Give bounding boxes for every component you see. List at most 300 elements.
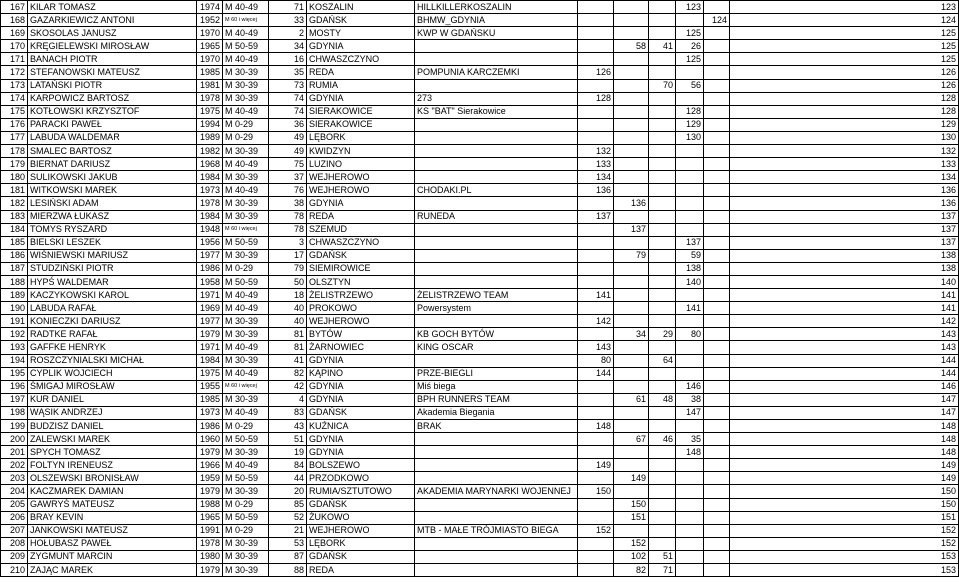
round-3-cell <box>649 92 676 105</box>
round-1-cell <box>578 14 614 27</box>
total-cell: 140 <box>730 275 959 288</box>
round-5-cell <box>704 537 730 550</box>
total-cell: 123 <box>730 1 959 14</box>
round-5-cell: 124 <box>704 14 730 27</box>
round-4-cell <box>676 315 704 328</box>
total-cell: 130 <box>730 131 959 144</box>
total-cell: 126 <box>730 66 959 79</box>
round-3-cell: 71 <box>649 564 676 577</box>
birth-year-cell: 1988 <box>197 498 223 511</box>
birth-year-cell: 1970 <box>197 27 223 40</box>
club-cell <box>415 131 578 144</box>
place-cell: 184 <box>1 223 28 236</box>
city-cell: BOLSZEWO <box>307 459 415 472</box>
round-5-cell <box>704 27 730 40</box>
table-row <box>1 406 959 419</box>
club-cell <box>415 354 578 367</box>
round-1-cell: 152 <box>578 524 614 537</box>
total-cell: 129 <box>730 118 959 131</box>
category-place-cell: 41 <box>269 354 307 367</box>
round-5-cell <box>704 197 730 210</box>
round-4-cell <box>676 197 704 210</box>
place-cell: 183 <box>1 210 28 223</box>
round-3-cell <box>649 197 676 210</box>
round-4-cell: 80 <box>676 328 704 341</box>
club-cell <box>415 145 578 158</box>
category-place-cell: 52 <box>269 511 307 524</box>
club-cell <box>415 511 578 524</box>
round-3-cell: 48 <box>649 393 676 406</box>
round-1-cell <box>578 472 614 485</box>
place-cell: 178 <box>1 145 28 158</box>
birth-year-cell: 1978 <box>197 92 223 105</box>
round-5-cell <box>704 354 730 367</box>
total-cell: 126 <box>730 79 959 92</box>
round-5-cell <box>704 184 730 197</box>
name-cell: WIŚNIEWSKI MARIUSZ <box>28 249 197 262</box>
category-cell: M 50-59 <box>223 472 269 485</box>
place-cell: 188 <box>1 275 28 288</box>
round-3-cell <box>649 485 676 498</box>
name-cell: SPYCH TOMASZ <box>28 446 197 459</box>
place-cell: 198 <box>1 406 28 419</box>
round-2-cell <box>614 485 649 498</box>
category-place-cell: 33 <box>269 14 307 27</box>
round-3-cell <box>649 275 676 288</box>
round-2-cell <box>614 406 649 419</box>
category-cell: M 30-39 <box>223 446 269 459</box>
club-cell: Akademia Biegania <box>415 406 578 419</box>
round-1-cell: 149 <box>578 459 614 472</box>
category-cell: M 0-29 <box>223 420 269 433</box>
round-4-cell: 123 <box>676 1 704 14</box>
total-cell: 148 <box>730 420 959 433</box>
table-row <box>1 498 959 511</box>
name-cell: KARPOWICZ BARTOSZ <box>28 92 197 105</box>
round-3-cell <box>649 184 676 197</box>
category-cell: M 60 i więcej <box>223 14 269 27</box>
name-cell: ŚMIGAJ MIROSŁAW <box>28 380 197 393</box>
total-cell: 147 <box>730 393 959 406</box>
birth-year-cell: 1974 <box>197 1 223 14</box>
name-cell: WĄSIK ANDRZEJ <box>28 406 197 419</box>
category-cell: M 40-49 <box>223 341 269 354</box>
round-3-cell <box>649 420 676 433</box>
birth-year-cell: 1986 <box>197 420 223 433</box>
round-3-cell <box>649 498 676 511</box>
round-1-cell <box>578 197 614 210</box>
total-cell: 128 <box>730 92 959 105</box>
club-cell: Powersystem <box>415 302 578 315</box>
round-3-cell <box>649 236 676 249</box>
table-row <box>1 275 959 288</box>
round-2-cell: 61 <box>614 393 649 406</box>
name-cell: KILAR TOMASZ <box>28 1 197 14</box>
round-5-cell <box>704 66 730 79</box>
total-cell: 143 <box>730 328 959 341</box>
name-cell: LABUDA RAFAŁ <box>28 302 197 315</box>
city-cell: PROKOWO <box>307 302 415 315</box>
round-1-cell: 136 <box>578 184 614 197</box>
place-cell: 185 <box>1 236 28 249</box>
round-1-cell <box>578 498 614 511</box>
round-2-cell <box>614 275 649 288</box>
city-cell: GDYNIA <box>307 446 415 459</box>
round-2-cell <box>614 289 649 302</box>
round-5-cell <box>704 249 730 262</box>
name-cell: LABUDA WALDEMAR <box>28 131 197 144</box>
table-row <box>1 511 959 524</box>
round-2-cell: 136 <box>614 197 649 210</box>
category-place-cell: 4 <box>269 393 307 406</box>
birth-year-cell: 1973 <box>197 406 223 419</box>
place-cell: 187 <box>1 262 28 275</box>
round-1-cell <box>578 537 614 550</box>
category-place-cell: 74 <box>269 105 307 118</box>
category-cell: M 0-29 <box>223 131 269 144</box>
name-cell: BIELSKI LESZEK <box>28 236 197 249</box>
round-1-cell <box>578 118 614 131</box>
table-row <box>1 53 959 66</box>
category-place-cell: 73 <box>269 79 307 92</box>
birth-year-cell: 1984 <box>197 210 223 223</box>
place-cell: 170 <box>1 40 28 53</box>
table-row <box>1 341 959 354</box>
city-cell: CHWASZCZYNO <box>307 53 415 66</box>
round-2-cell <box>614 341 649 354</box>
place-cell: 169 <box>1 27 28 40</box>
round-5-cell <box>704 302 730 315</box>
table-row <box>1 367 959 380</box>
category-cell: M 30-39 <box>223 485 269 498</box>
round-5-cell <box>704 472 730 485</box>
birth-year-cell: 1994 <box>197 118 223 131</box>
category-cell: M 30-39 <box>223 210 269 223</box>
name-cell: BANACH PIOTR <box>28 53 197 66</box>
round-3-cell <box>649 145 676 158</box>
round-2-cell: 34 <box>614 328 649 341</box>
birth-year-cell: 1975 <box>197 367 223 380</box>
place-cell: 192 <box>1 328 28 341</box>
category-place-cell: 79 <box>269 262 307 275</box>
place-cell: 195 <box>1 367 28 380</box>
club-cell: BPH RUNNERS TEAM <box>415 393 578 406</box>
city-cell: GDYNIA <box>307 40 415 53</box>
city-cell: GDYNIA <box>307 354 415 367</box>
round-3-cell <box>649 315 676 328</box>
place-cell: 201 <box>1 446 28 459</box>
category-cell: M 40-49 <box>223 184 269 197</box>
place-cell: 203 <box>1 472 28 485</box>
round-4-cell: 148 <box>676 446 704 459</box>
round-3-cell: 46 <box>649 433 676 446</box>
category-cell: M 40-49 <box>223 406 269 419</box>
birth-year-cell: 1956 <box>197 236 223 249</box>
total-cell: 137 <box>730 236 959 249</box>
club-cell <box>415 472 578 485</box>
total-cell: 144 <box>730 367 959 380</box>
round-3-cell <box>649 406 676 419</box>
category-place-cell: 71 <box>269 1 307 14</box>
category-cell: M 30-39 <box>223 537 269 550</box>
round-5-cell <box>704 315 730 328</box>
category-place-cell: 3 <box>269 236 307 249</box>
round-2-cell <box>614 92 649 105</box>
club-cell <box>415 459 578 472</box>
round-1-cell <box>578 40 614 53</box>
round-5-cell <box>704 341 730 354</box>
name-cell: SULIKOWSKI JAKUB <box>28 171 197 184</box>
round-5-cell <box>704 223 730 236</box>
category-cell: M 50-59 <box>223 275 269 288</box>
round-5-cell <box>704 53 730 66</box>
round-4-cell: 125 <box>676 53 704 66</box>
city-cell: OLSZTYN <box>307 275 415 288</box>
round-3-cell <box>649 367 676 380</box>
table-row <box>1 14 959 27</box>
round-1-cell: 148 <box>578 420 614 433</box>
club-cell: Miś biega <box>415 380 578 393</box>
round-1-cell: 141 <box>578 289 614 302</box>
total-cell: 125 <box>730 53 959 66</box>
round-4-cell <box>676 14 704 27</box>
category-place-cell: 18 <box>269 289 307 302</box>
place-cell: 202 <box>1 459 28 472</box>
place-cell: 197 <box>1 393 28 406</box>
round-4-cell: 137 <box>676 236 704 249</box>
table-row <box>1 184 959 197</box>
round-4-cell <box>676 92 704 105</box>
place-cell: 168 <box>1 14 28 27</box>
category-place-cell: 82 <box>269 367 307 380</box>
round-2-cell <box>614 53 649 66</box>
round-4-cell <box>676 354 704 367</box>
round-2-cell <box>614 262 649 275</box>
round-2-cell <box>614 236 649 249</box>
table-row <box>1 262 959 275</box>
place-cell: 207 <box>1 524 28 537</box>
round-1-cell <box>578 393 614 406</box>
round-3-cell <box>649 171 676 184</box>
round-2-cell: 102 <box>614 550 649 563</box>
city-cell: GDAŃSK <box>307 550 415 563</box>
table-row <box>1 27 959 40</box>
total-cell: 153 <box>730 564 959 577</box>
round-2-cell <box>614 27 649 40</box>
round-4-cell: 56 <box>676 79 704 92</box>
total-cell: 144 <box>730 354 959 367</box>
place-cell: 176 <box>1 118 28 131</box>
category-cell: M 40-49 <box>223 53 269 66</box>
category-cell: M 40-49 <box>223 1 269 14</box>
round-3-cell <box>649 105 676 118</box>
name-cell: BIERNAT DARIUSZ <box>28 158 197 171</box>
place-cell: 209 <box>1 550 28 563</box>
round-4-cell <box>676 564 704 577</box>
round-1-cell: 80 <box>578 354 614 367</box>
round-2-cell <box>614 315 649 328</box>
round-3-cell: 70 <box>649 79 676 92</box>
club-cell: PRZE-BIEGLI <box>415 367 578 380</box>
category-cell: M 40-49 <box>223 459 269 472</box>
place-cell: 180 <box>1 171 28 184</box>
category-place-cell: 36 <box>269 118 307 131</box>
birth-year-cell: 1969 <box>197 302 223 315</box>
total-cell: 125 <box>730 27 959 40</box>
total-cell: 133 <box>730 158 959 171</box>
round-4-cell: 128 <box>676 105 704 118</box>
birth-year-cell: 1979 <box>197 328 223 341</box>
round-4-cell <box>676 158 704 171</box>
table-row <box>1 315 959 328</box>
round-1-cell <box>578 53 614 66</box>
category-place-cell: 83 <box>269 406 307 419</box>
name-cell: FOLTYN IRENEUSZ <box>28 459 197 472</box>
city-cell: KĄPINO <box>307 367 415 380</box>
round-5-cell <box>704 210 730 223</box>
table-row <box>1 197 959 210</box>
category-place-cell: 40 <box>269 302 307 315</box>
round-5-cell <box>704 275 730 288</box>
round-1-cell: 142 <box>578 315 614 328</box>
round-2-cell <box>614 1 649 14</box>
place-cell: 206 <box>1 511 28 524</box>
category-cell: M 30-39 <box>223 79 269 92</box>
round-4-cell <box>676 145 704 158</box>
table-row <box>1 472 959 485</box>
category-place-cell: 50 <box>269 275 307 288</box>
round-4-cell: 138 <box>676 262 704 275</box>
total-cell: 138 <box>730 249 959 262</box>
round-2-cell <box>614 145 649 158</box>
round-1-cell <box>578 223 614 236</box>
city-cell: WEJHEROWO <box>307 524 415 537</box>
round-2-cell <box>614 158 649 171</box>
round-1-cell: 150 <box>578 485 614 498</box>
round-4-cell <box>676 171 704 184</box>
place-cell: 210 <box>1 564 28 577</box>
round-4-cell <box>676 367 704 380</box>
birth-year-cell: 1979 <box>197 564 223 577</box>
club-cell <box>415 158 578 171</box>
place-cell: 189 <box>1 289 28 302</box>
category-cell: M 30-39 <box>223 145 269 158</box>
name-cell: GAWRYŚ MATEUSZ <box>28 498 197 511</box>
round-1-cell <box>578 302 614 315</box>
category-cell: M 30-39 <box>223 564 269 577</box>
birth-year-cell: 1980 <box>197 550 223 563</box>
city-cell: GDAŃSK <box>307 14 415 27</box>
place-cell: 199 <box>1 420 28 433</box>
birth-year-cell: 1968 <box>197 158 223 171</box>
club-cell <box>415 262 578 275</box>
city-cell: ŻARNOWIEC <box>307 341 415 354</box>
name-cell: HYPŚ WALDEMAR <box>28 275 197 288</box>
city-cell: REDA <box>307 564 415 577</box>
club-cell: BHMW_GDYNIA <box>415 14 578 27</box>
round-2-cell <box>614 105 649 118</box>
table-row <box>1 40 959 53</box>
club-cell <box>415 223 578 236</box>
birth-year-cell: 1981 <box>197 79 223 92</box>
round-1-cell <box>578 236 614 249</box>
name-cell: CYPLIK WOJCIECH <box>28 367 197 380</box>
category-cell: M 0-29 <box>223 262 269 275</box>
round-1-cell <box>578 131 614 144</box>
birth-year-cell: 1989 <box>197 131 223 144</box>
round-5-cell <box>704 511 730 524</box>
table-row <box>1 380 959 393</box>
birth-year-cell: 1975 <box>197 105 223 118</box>
club-cell: MTB - MAŁE TRÓJMIASTO BIEGA <box>415 524 578 537</box>
round-3-cell <box>649 118 676 131</box>
round-5-cell <box>704 289 730 302</box>
total-cell: 143 <box>730 341 959 354</box>
place-cell: 204 <box>1 485 28 498</box>
birth-year-cell: 1986 <box>197 262 223 275</box>
round-1-cell <box>578 564 614 577</box>
category-cell: M 30-39 <box>223 393 269 406</box>
round-4-cell <box>676 485 704 498</box>
name-cell: OLSZEWSKI BRONISŁAW <box>28 472 197 485</box>
category-place-cell: 21 <box>269 524 307 537</box>
round-1-cell: 132 <box>578 145 614 158</box>
round-5-cell <box>704 380 730 393</box>
category-cell: M 0-29 <box>223 498 269 511</box>
category-cell: M 0-29 <box>223 524 269 537</box>
category-cell: M 30-39 <box>223 171 269 184</box>
total-cell: 141 <box>730 302 959 315</box>
round-2-cell <box>614 184 649 197</box>
place-cell: 200 <box>1 433 28 446</box>
name-cell: WITKOWSKI MAREK <box>28 184 197 197</box>
round-5-cell <box>704 105 730 118</box>
round-3-cell <box>649 210 676 223</box>
total-cell: 141 <box>730 289 959 302</box>
category-place-cell: 43 <box>269 420 307 433</box>
city-cell: KWIDZYN <box>307 145 415 158</box>
club-cell: KB GOCH BYTÓW <box>415 328 578 341</box>
round-5-cell <box>704 40 730 53</box>
city-cell: SIEMIROWICE <box>307 262 415 275</box>
category-place-cell: 20 <box>269 485 307 498</box>
name-cell: LATAŃSKI PIOTR <box>28 79 197 92</box>
round-5-cell <box>704 393 730 406</box>
city-cell: PRZODKOWO <box>307 472 415 485</box>
name-cell: SKOSOLAS JANUSZ <box>28 27 197 40</box>
round-4-cell <box>676 511 704 524</box>
category-cell: M 30-39 <box>223 315 269 328</box>
round-4-cell <box>676 550 704 563</box>
name-cell: JANKOWSKI MATEUSZ <box>28 524 197 537</box>
round-3-cell: 64 <box>649 354 676 367</box>
total-cell: 152 <box>730 524 959 537</box>
name-cell: KUR DANIEL <box>28 393 197 406</box>
birth-year-cell: 1970 <box>197 53 223 66</box>
total-cell: 138 <box>730 262 959 275</box>
name-cell: PARACKI PAWEŁ <box>28 118 197 131</box>
birth-year-cell: 1948 <box>197 223 223 236</box>
table-row <box>1 537 959 550</box>
round-3-cell <box>649 53 676 66</box>
table-row <box>1 236 959 249</box>
city-cell: ŻUKOWO <box>307 511 415 524</box>
place-cell: 193 <box>1 341 28 354</box>
category-place-cell: 37 <box>269 171 307 184</box>
table-row <box>1 171 959 184</box>
name-cell: ZAJĄC MAREK <box>28 564 197 577</box>
category-place-cell: 42 <box>269 380 307 393</box>
